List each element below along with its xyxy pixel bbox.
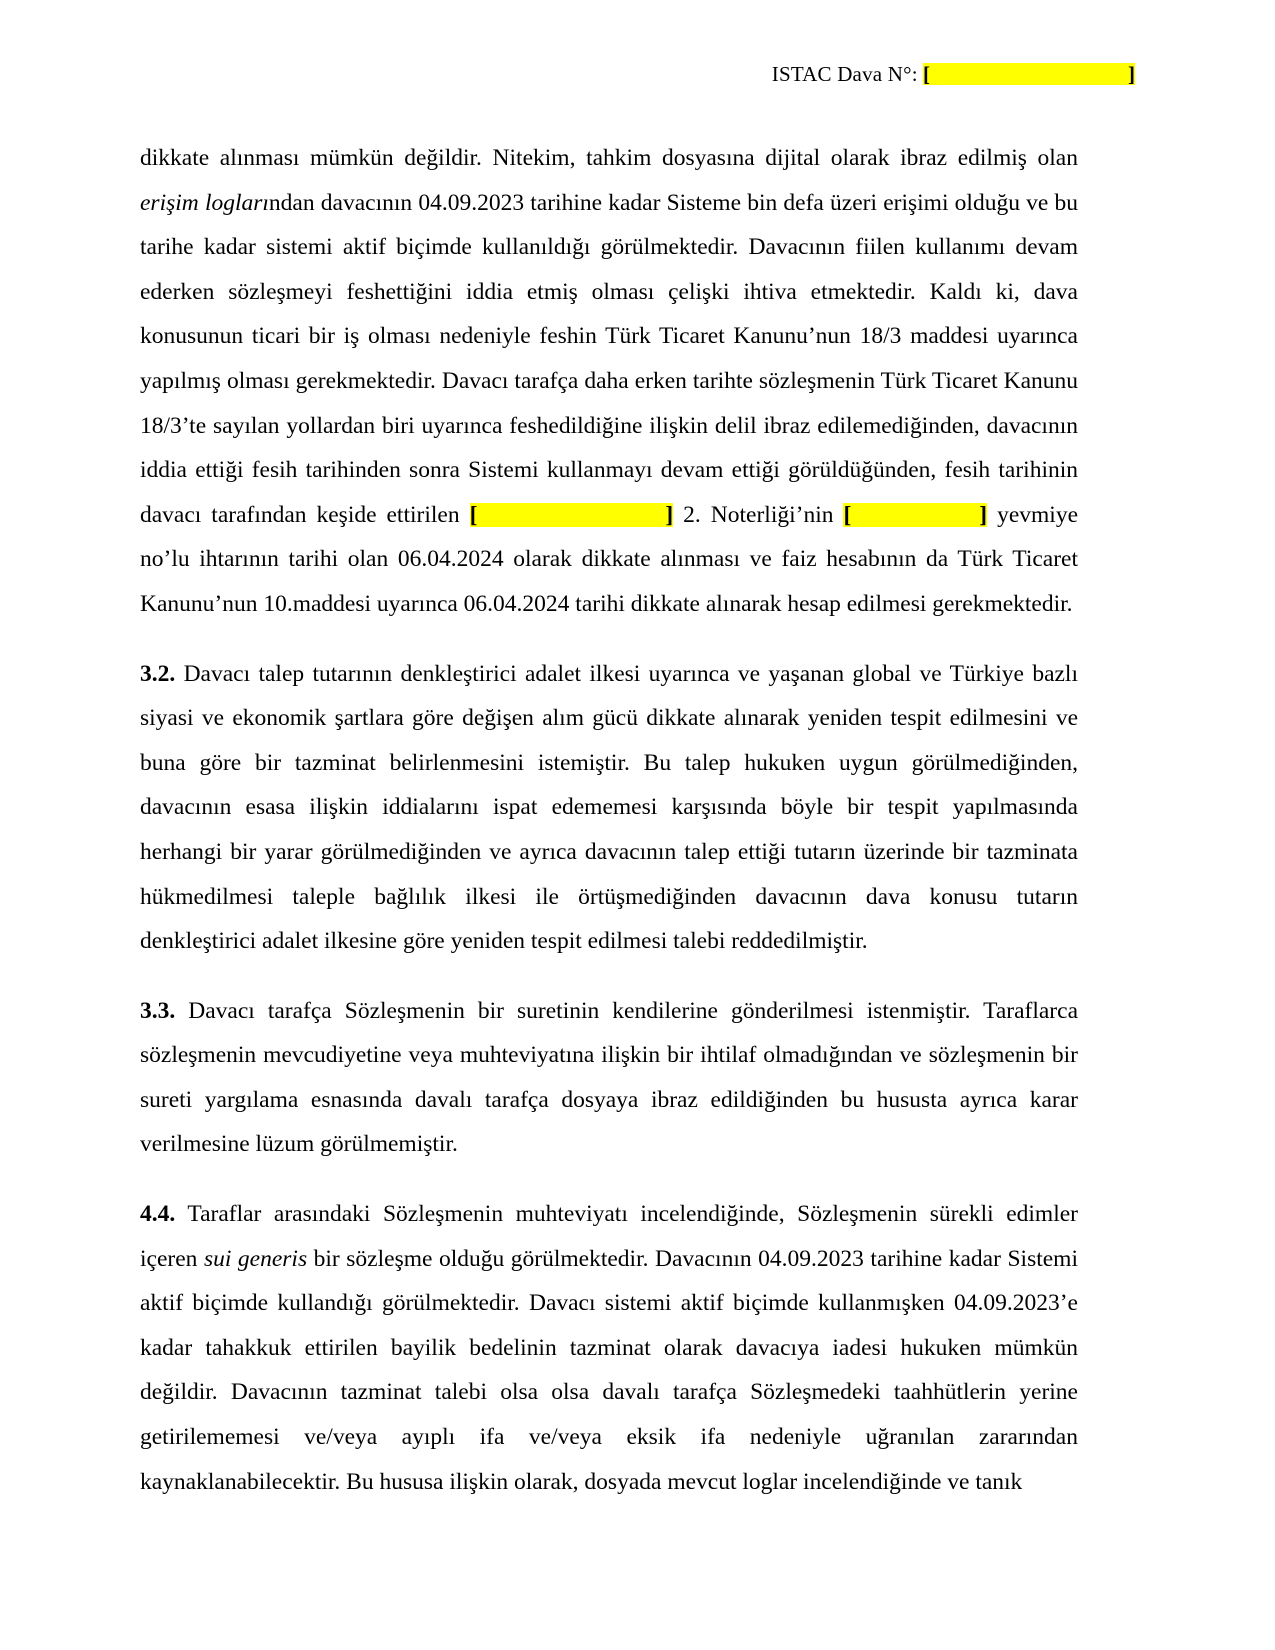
- redaction-open-bracket: [: [469, 501, 478, 528]
- para-italic-erisim-loglari: erişim logları: [140, 189, 269, 216]
- redaction-open-bracket: [: [923, 62, 930, 86]
- para-text-1: dikkate alınması mümkün değildir. Nitekim, tahkim dosyasına dijital olarak ibraz edilmiş olan: [140, 145, 1078, 171]
- paragraph-4-4: [140, 1192, 1078, 1504]
- notary-number-redaction: [470, 503, 674, 528]
- redaction-close-bracket: ]: [665, 501, 674, 528]
- para-text-4: yevmiye no’lu ihtarının tarihi olan 06.04.2024 olarak dikkate alınması ve faiz hesabının da Türk Ticaret Kanunu’nun 10.maddesi uyarınca 06.04.2024 tarihi dikkate alınarak hesap edilmesi gerekmektedir.: [140, 501, 1078, 617]
- page-header: [140, 62, 1135, 87]
- para-text-2: ndan davacının 04.09.2023 tarihine kadar Sisteme bin defa üzeri erişimi olduğu ve bu tarihe kadar sistemi aktif biçimde kullanıldığı görülmektedir. Davacının fiilen kullanımı devam ederken sözleşmeyi feshettiğini iddia etmiş olması çelişki ihtiva etmektedir. Kaldı ki, dava konusunun ticari bir iş olması nedeniyle feshin Türk Ticaret Kanunu’nun 18/3 maddesi uyarınca yapılmış olması gerekmektedir. Davacı tarafça daha erken tarihte sözleşmenin Türk Ticaret Kanunu 18/3’te sayılan yollardan biri uyarınca feshedildiğine ilişkin delil ibraz edilemediğinden, davacının iddia ettiği fesih tarihinden sonra Sistemi kullanmayı devam ettiği görüldüğünden, fesih tarihinin davacı tarafından keşide ettirilen: [140, 189, 1078, 528]
- paragraph-3-3: [140, 989, 1078, 1167]
- yevmiye-number-redaction: [843, 503, 987, 528]
- redaction-close-bracket: ]: [979, 501, 988, 528]
- paragraph-3-2-text: Davacı talep tutarının denkleştirici adalet ilkesi uyarınca ve yaşanan global ve Türkiye bazlı siyasi ve ekonomik şartlara göre değişen alım gücü dikkate alınarak yeniden tespit edilmesini ve buna göre bir tazminat belirlenmesini istemiştir. Bu talep hukuken uygun görülmediğinden, davacının esasa ilişkin iddialarını ispat edememesi karşısında böyle bir tespit yapılmasında herhangi bir yarar görülmediğinden ve ayrıca davacının talep ettiği tutarın üzerinde bir tazminata hükmedilmesi taleple bağlılık ilkesi ile örtüşmediğinden davacının dava konusu tutarın denkleştirici adalet ilkesine göre yeniden tespit edilmesi talebi reddedilmiştir.: [140, 660, 1078, 955]
- paragraph-4-4-text-1: Taraflar arasındaki Sözleşmenin muhteviyatı incelendiğinde, Sözleşmenin sürekli edimler içeren: [140, 1201, 1078, 1272]
- paragraph-3-3-text: Davacı tarafça Sözleşmenin bir suretinin kendilerine gönderilmesi istenmiştir. Taraflarca sözleşmenin mevcudiyetine veya muhteviyatına ilişkin bir ihtilaf olmadığından ve sözleşmenin bir sureti yargılama esnasında davalı tarafça dosyaya ibraz edildiğinden bu hususta ayrıca karar verilmesine lüzum görülmemiştir.: [140, 997, 1078, 1158]
- paragraph-number-3-3: 3.3.: [140, 997, 176, 1024]
- para-text-3: 2. Noterliği’nin: [673, 501, 844, 528]
- paragraph-number-3-2: 3.2.: [140, 660, 176, 687]
- redaction-open-bracket: [: [843, 501, 852, 528]
- para-italic-sui-generis: sui generis: [203, 1245, 308, 1272]
- paragraph-4-4-text-2: bir sözleşme olduğu görülmektedir. Davacının 04.09.2023 tarihine kadar Sistemi aktif biçimde kullandığı görülmektedir. Davacı sistemi aktif biçimde kullanmışken 04.09.2023’e kadar tahakkuk ettirilen bayilik bedelinin tazminat olarak davacıya iadesi hukuken mümkün değildir. Davacının tazminat talebi olsa olsa davalı tarafça Sözleşmedeki taahhütlerin yerine getirilememesi ve/veya ayıplı ifa ve/veya eksik ifa nedeniyle uğranılan zararından kaynaklanabilecektir. Bu hususa ilişkin olarak, dosyada mevcut loglar incelendiğinde ve tanık: [140, 1245, 1078, 1495]
- document-body: [140, 136, 1078, 1504]
- paragraph-3-2: [140, 652, 1078, 964]
- redaction-close-bracket: ]: [1128, 62, 1135, 86]
- case-number-redaction: [923, 63, 1135, 85]
- paragraph-continued: [140, 136, 1078, 627]
- case-number-label: ISTAC Dava N°:: [771, 62, 918, 86]
- paragraph-number-4-4: 4.4.: [140, 1201, 176, 1228]
